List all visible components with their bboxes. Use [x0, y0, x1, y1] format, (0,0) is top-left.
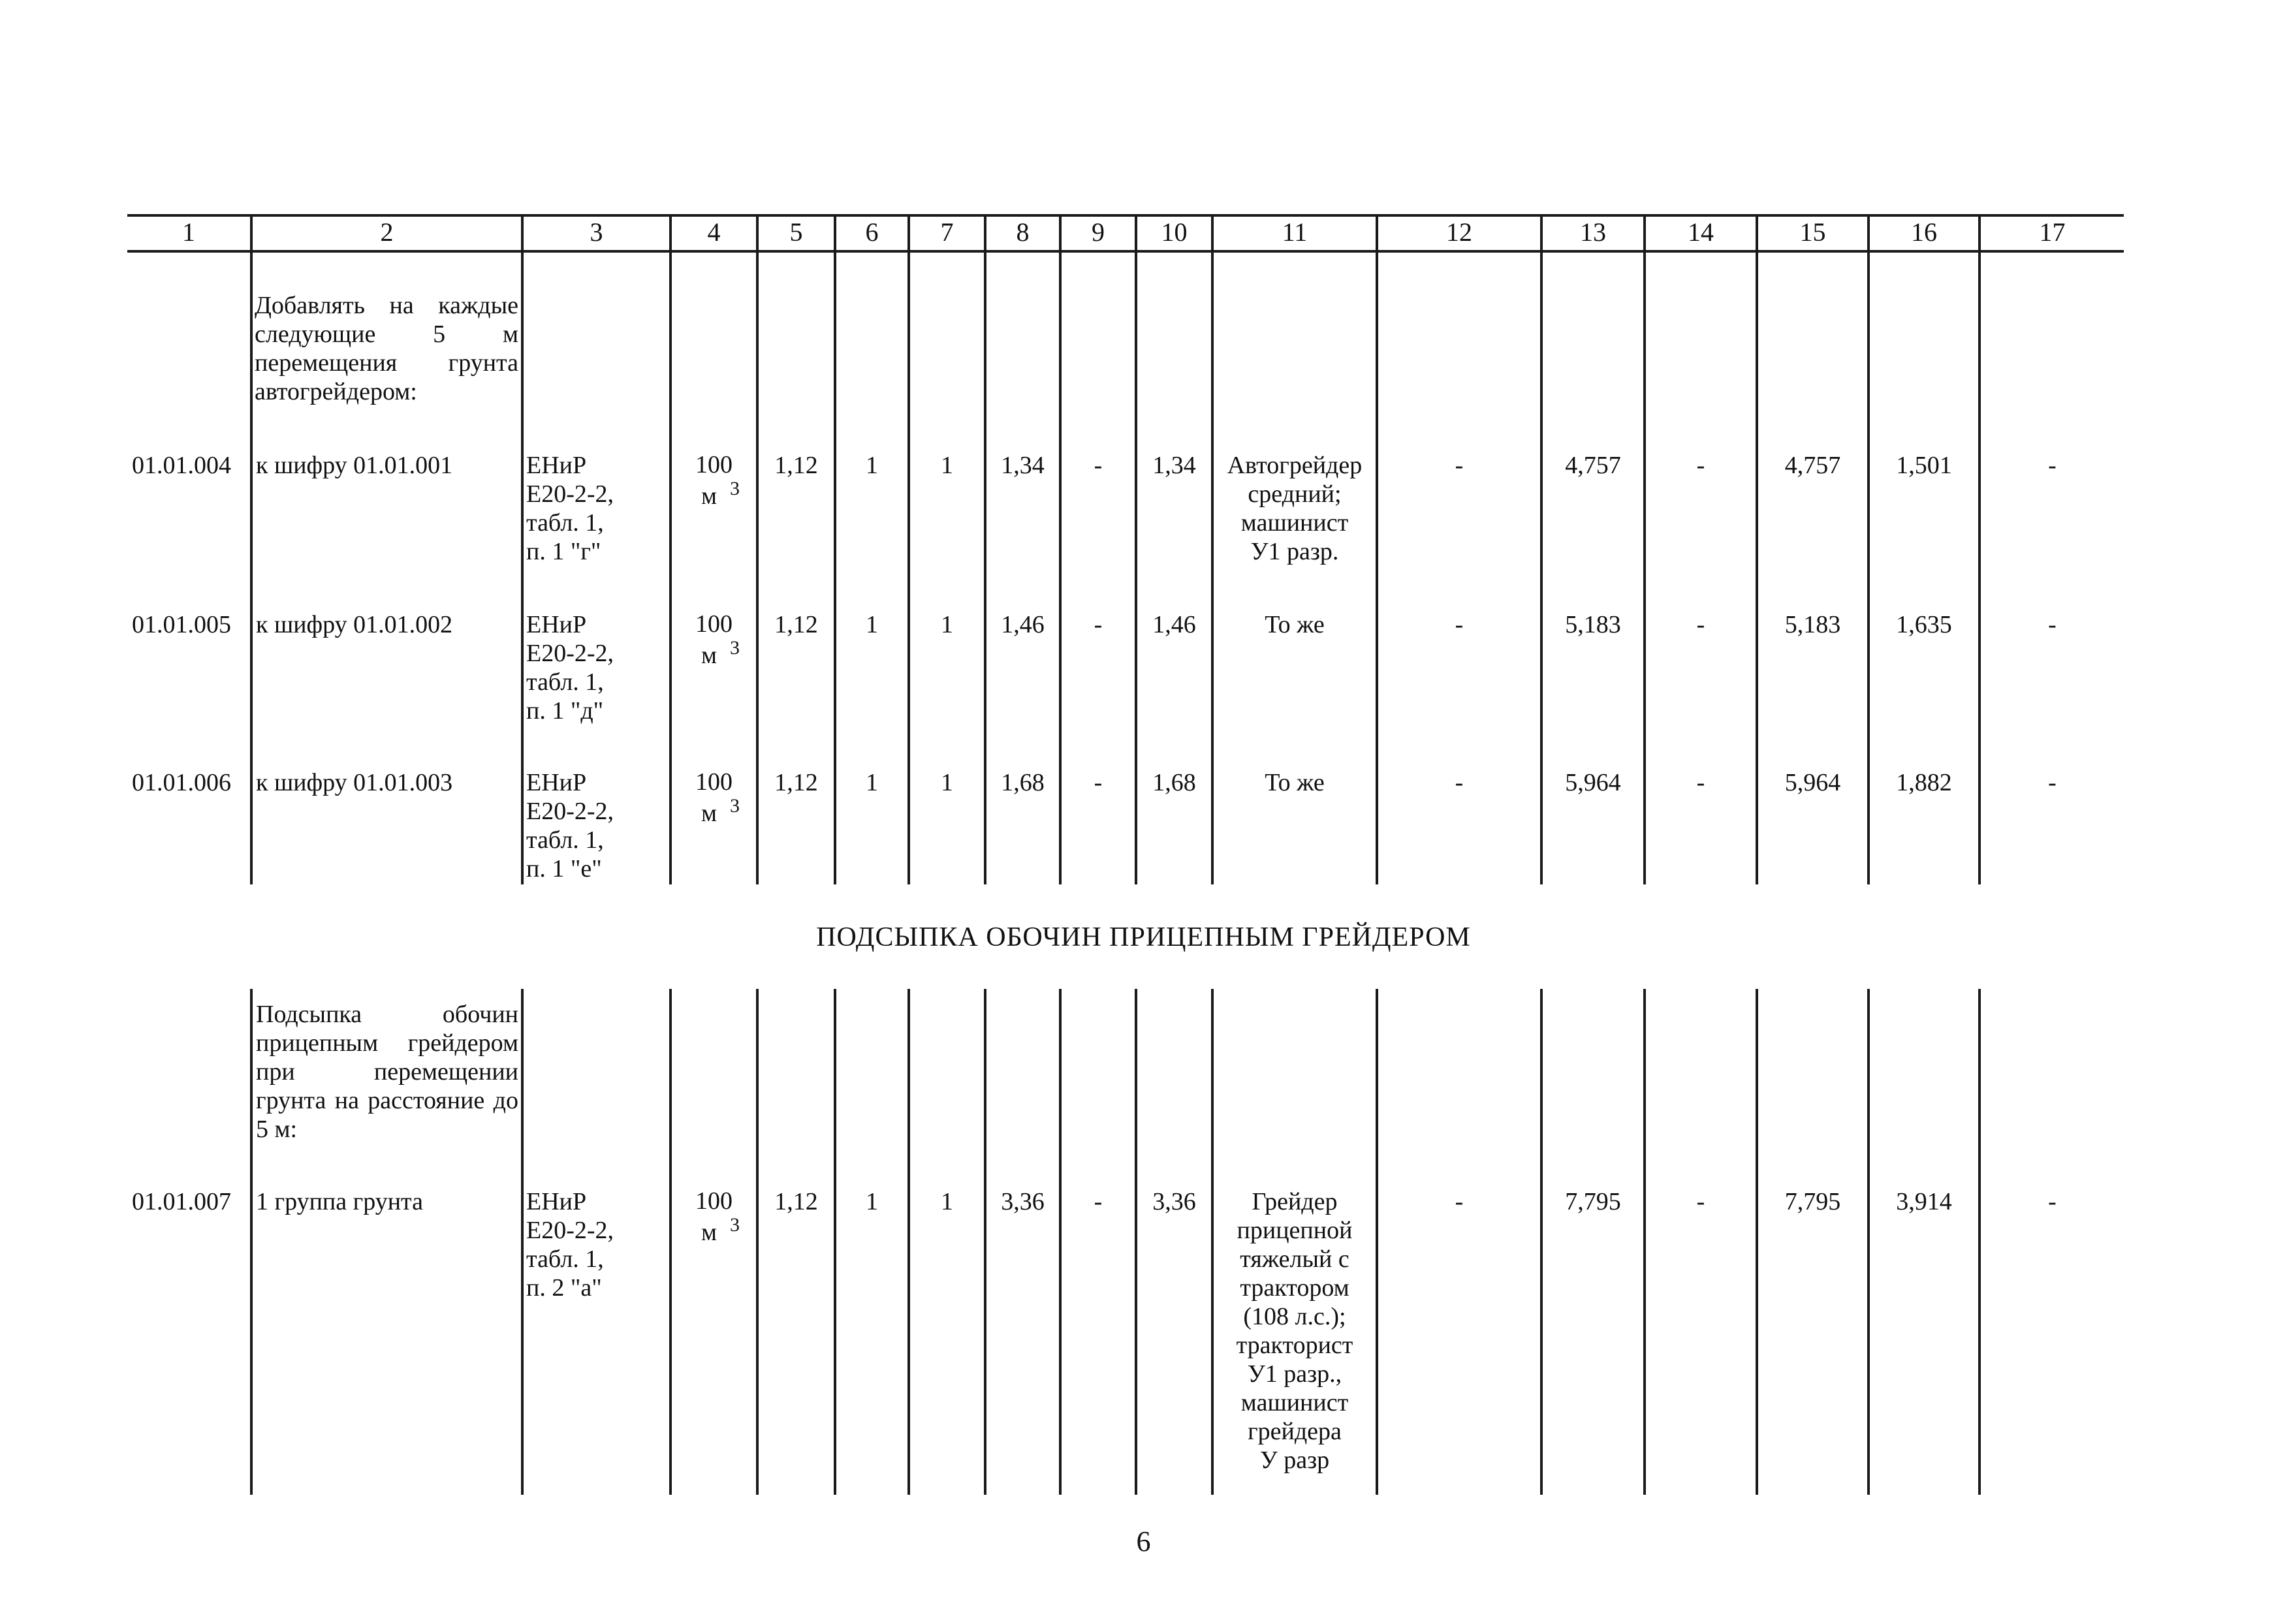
machine-line: То же [1265, 769, 1325, 796]
cell-8: 1,46 [1001, 611, 1045, 638]
cell-13: 5,964 [1565, 769, 1621, 796]
unit-measure: м $^3$ [701, 637, 740, 669]
cell-5: 1,12 [774, 452, 818, 479]
machine-line: То же [1265, 611, 1325, 638]
machine-line: У1 разр., [1247, 1360, 1342, 1388]
col-sep [1978, 989, 1981, 1495]
column-header: 16 [1911, 217, 1937, 247]
cell-7: 1 [941, 1188, 953, 1215]
cell-17: - [2048, 611, 2057, 638]
col-sep [984, 989, 986, 1495]
cell-5: 1,12 [774, 769, 818, 796]
machine-line: машинист [1240, 1389, 1349, 1416]
cell-10: 3,36 [1152, 1188, 1196, 1215]
cell-9: - [1094, 611, 1103, 638]
column-header: 5 [789, 217, 803, 247]
cell-14: - [1696, 611, 1705, 638]
cell-13: 7,795 [1565, 1188, 1621, 1215]
machine-line: грейдера [1248, 1418, 1342, 1445]
cell-14: - [1696, 1188, 1705, 1215]
column-header: 11 [1282, 217, 1308, 247]
unit-measure: м $^3$ [701, 1214, 740, 1246]
cell-12: - [1455, 769, 1464, 796]
cell-16: 3,914 [1896, 1188, 1952, 1215]
cell-8: 3,36 [1001, 1188, 1045, 1215]
cell-12: - [1455, 452, 1464, 479]
col-sep [1540, 989, 1543, 1495]
column-header: 12 [1446, 217, 1472, 247]
norm-line: ЕНиР [526, 452, 587, 479]
cell-13: 5,183 [1565, 611, 1621, 638]
cell-17: - [2048, 452, 2057, 479]
section-intro-text: Подсыпка обочин прицепным грейдером при перемещении грунта на расстояние до 5 м: [256, 1001, 518, 1143]
column-header: 7 [940, 217, 954, 247]
machine-line: Грейдер [1252, 1188, 1338, 1215]
cell-9: - [1094, 769, 1103, 796]
norm-line: п. 1 "г" [526, 538, 601, 565]
cell-7: 1 [941, 452, 953, 479]
cell-15: 5,964 [1784, 769, 1841, 796]
col-sep [1756, 989, 1758, 1495]
col-sep [834, 989, 836, 1495]
cell-6: 1 [866, 1188, 878, 1215]
col-sep [1643, 989, 1646, 1495]
row-name: к шифру 01.01.002 [256, 611, 453, 638]
column-header: 9 [1092, 217, 1105, 247]
machine-line: (108 л.с.); [1243, 1303, 1346, 1330]
cell-9: - [1094, 1188, 1103, 1215]
norm-line: табл. 1, [526, 826, 604, 854]
column-header: 4 [707, 217, 721, 247]
header-top-rule [127, 214, 2124, 217]
row-name: к шифру 01.01.001 [256, 452, 453, 479]
unit-cell [672, 610, 756, 672]
unit-cell [672, 450, 756, 512]
column-header: 15 [1799, 217, 1826, 247]
column-header: 10 [1161, 217, 1188, 247]
col-sep [521, 989, 524, 1495]
norm-line: табл. 1, [526, 668, 604, 696]
row-code: 01.01.007 [132, 1188, 231, 1215]
norm-line: Е20-2-2, [526, 480, 614, 508]
column-header: 8 [1016, 217, 1030, 247]
col-sep [1135, 989, 1137, 1495]
row-code: 01.01.004 [132, 452, 231, 479]
column-header: 3 [590, 217, 603, 247]
cell-14: - [1696, 452, 1705, 479]
column-header: 6 [865, 217, 879, 247]
norm-line: Е20-2-2, [526, 1217, 614, 1244]
col-sep [1867, 989, 1870, 1495]
row-code: 01.01.005 [132, 611, 231, 638]
col-sep [250, 215, 253, 884]
col-sep [1376, 989, 1378, 1495]
norm-line: Е20-2-2, [526, 640, 614, 667]
cell-5: 1,12 [774, 611, 818, 638]
unit-value: 100 [695, 451, 733, 478]
unit-cell [672, 1187, 756, 1249]
col-sep [250, 989, 253, 1495]
unit-value: 100 [695, 1187, 733, 1215]
intro-text: Добавлять на каждые следующие 5 м перемещения грунта автогрейдером: [255, 292, 518, 405]
cell-13: 4,757 [1565, 452, 1621, 479]
cell-14: - [1696, 769, 1705, 796]
cell-7: 1 [941, 611, 953, 638]
col-sep [756, 989, 759, 1495]
col-sep [521, 215, 524, 884]
cell-6: 1 [866, 452, 878, 479]
machine-line: Автогрейдер [1227, 452, 1363, 479]
cell-15: 5,183 [1784, 611, 1841, 638]
cell-17: - [2048, 769, 2057, 796]
column-header: 17 [2039, 217, 2066, 247]
machine-line: средний; [1248, 480, 1342, 508]
norm-line: ЕНиР [526, 611, 587, 638]
cell-15: 7,795 [1784, 1188, 1841, 1215]
unit-value: 100 [695, 768, 733, 796]
cell-16: 1,882 [1896, 769, 1952, 796]
norm-line: Е20-2-2, [526, 798, 614, 825]
header-bottom-rule [127, 250, 2124, 253]
cell-6: 1 [866, 611, 878, 638]
unit-value: 100 [695, 610, 733, 638]
norm-line: п. 1 "е" [526, 855, 602, 882]
machine-line: машинист [1240, 509, 1349, 537]
col-sep [1059, 989, 1062, 1495]
norm-line: ЕНиР [526, 769, 587, 796]
machine-line: У1 разр. [1250, 538, 1339, 565]
cell-17: - [2048, 1188, 2057, 1215]
column-header: 1 [182, 217, 195, 247]
machine-line: тракторист [1236, 1332, 1353, 1359]
cell-10: 1,34 [1152, 452, 1196, 479]
cell-9: - [1094, 452, 1103, 479]
page-number: 6 [1136, 1525, 1151, 1557]
cell-8: 1,34 [1001, 452, 1045, 479]
norm-line: табл. 1, [526, 509, 604, 537]
cell-8: 1,68 [1001, 769, 1045, 796]
machine-line: прицепной [1237, 1217, 1353, 1244]
cell-16: 1,501 [1896, 452, 1952, 479]
cell-6: 1 [866, 769, 878, 796]
norm-line: п. 1 "д" [526, 697, 604, 725]
cell-12: - [1455, 611, 1464, 638]
machine-line: трактором [1240, 1274, 1349, 1302]
norm-line: табл. 1, [526, 1245, 604, 1273]
col-sep [907, 989, 910, 1495]
cell-15: 4,757 [1784, 452, 1841, 479]
column-header: 13 [1580, 217, 1606, 247]
row-name: к шифру 01.01.003 [256, 769, 453, 796]
norm-line: п. 2 "а" [526, 1274, 602, 1302]
unit-measure: м $^3$ [701, 478, 740, 510]
norm-line: ЕНиР [526, 1188, 587, 1215]
cell-10: 1,46 [1152, 611, 1196, 638]
cell-12: - [1455, 1188, 1464, 1215]
machine-line: тяжелый с [1240, 1245, 1349, 1273]
column-header: 14 [1688, 217, 1714, 247]
column-header: 2 [380, 217, 394, 247]
row-code: 01.01.006 [132, 769, 231, 796]
row-name: 1 группа грунта [256, 1188, 423, 1215]
machine-line: У разр [1259, 1446, 1330, 1474]
unit-cell [672, 768, 756, 830]
cell-5: 1,12 [774, 1188, 818, 1215]
section-title: ПОДСЫПКА ОБОЧИН ПРИЦЕПНЫМ ГРЕЙДЕРОМ [816, 922, 1471, 952]
cell-16: 1,635 [1896, 611, 1952, 638]
cell-7: 1 [941, 769, 953, 796]
unit-measure: м $^3$ [701, 795, 740, 827]
cell-10: 1,68 [1152, 769, 1196, 796]
